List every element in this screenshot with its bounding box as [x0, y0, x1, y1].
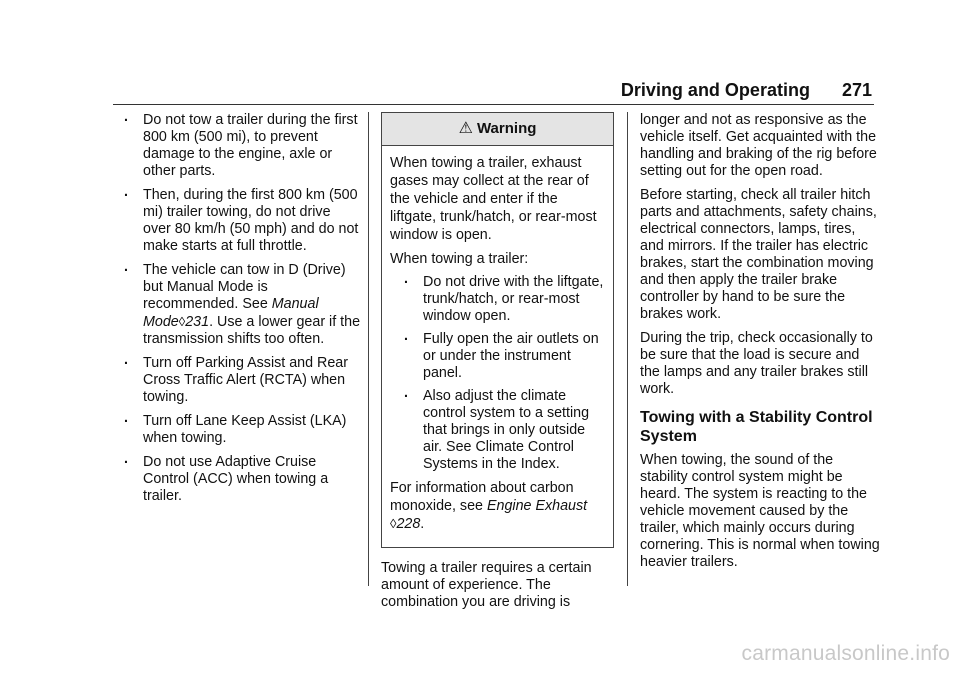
warning-box — [381, 112, 614, 548]
section-subheading: Towing with a Stability Control System — [640, 409, 873, 445]
body-paragraph: Towing a trailer requires a certain amount of experience. The combination you are driving is — [381, 560, 592, 610]
page-number: 271 — [841, 80, 872, 100]
list-item-text: . Use a lower gear if the transmission shifts too often. — [143, 314, 361, 347]
page-ref-number[interactable]: 231 — [185, 314, 210, 330]
list-item: . Do not drive with the liftgate, trunk/hatch, or rear-most window open. — [390, 274, 605, 325]
list-item: . Then, during the first 800 km (500 mi) trailer towing, do not drive over 80 km/h (50 mph) and do not make starts at full throttle. — [122, 187, 362, 255]
warning-header — [382, 113, 613, 146]
engine-exhaust-link[interactable]: Engine Exhaust — [486, 498, 588, 514]
section-title: Driving and Operating — [620, 80, 810, 100]
warning-list — [390, 274, 605, 473]
list-item: . Turn off Parking Assist and Rear Cross Traffic Alert (RCTA) when towing. — [122, 355, 362, 406]
list-item: . Also adjust the climate control system to a setting that brings in only outside air. See Climate Control Systems in the Index. — [390, 388, 605, 473]
warning-body — [382, 146, 613, 547]
warning-title: Warning — [476, 120, 537, 137]
manual-mode-link[interactable]: Manual Mode — [143, 296, 319, 330]
body-paragraph: When towing, the sound of the stability control system might be heard. The system is reacting to the vehicle movement caused by the trailer, which mainly occurs during cornering. This is normal when towing heavier trailers. — [640, 452, 880, 570]
warning-icon: ⚠ — [458, 120, 473, 137]
column-divider — [368, 112, 369, 586]
list-item: . Do not tow a trailer during the first 800 km (500 mi), to prevent damage to the engine, axle or other parts. — [122, 112, 362, 180]
warning-text: For information about carbon monoxide, see — [390, 480, 574, 514]
list-item: . Do not use Adaptive Cruise Control (ACC) when towing a trailer. — [122, 454, 362, 505]
tow-tips-list — [122, 112, 362, 505]
warning-text: . — [420, 516, 425, 532]
page-ref-number[interactable]: 228 — [396, 516, 421, 532]
column-3 — [640, 112, 880, 578]
body-paragraph: Before starting, check all trailer hitch parts and attachments, safety chains, electrical connectors, lamps, tires, and mirrors. If the trailer has electric brakes, start the combination moving and then apply the trailer brake controller by hand to be sure the brakes work. — [640, 187, 877, 322]
column-divider — [627, 112, 628, 586]
body-paragraph: longer and not as responsive as the vehicle itself. Get acquainted with the handling and braking of the rig before setting out for the open road. — [640, 112, 877, 179]
list-item: . Fully open the air outlets on or under the instrument panel. — [390, 331, 605, 382]
column-1 — [122, 112, 362, 512]
warning-paragraph: When towing a trailer: — [390, 251, 529, 267]
list-item: . Turn off Lane Keep Assist (LKA) when towing. — [122, 413, 362, 447]
header-rule — [113, 104, 874, 105]
watermark: carmanualsonline.info — [741, 642, 950, 665]
page-ref-icon: ◊ — [178, 314, 186, 329]
warning-paragraph: When towing a trailer, exhaust gases may collect at the rear of the vehicle and enter if the liftgate, trunk/hatch, or rear-most window is open. — [390, 155, 597, 243]
page-header — [621, 80, 872, 101]
page-ref-icon: ◊ — [390, 516, 397, 531]
list-item-text: The vehicle can tow in D (Drive) but Manual Mode is recommended. See — [143, 262, 346, 312]
column-2 — [381, 112, 614, 618]
body-paragraph: During the trip, check occasionally to be sure that the load is secure and the lamps and any trailer brakes still work. — [640, 330, 873, 397]
list-item — [122, 262, 362, 348]
warning-paragraph — [390, 479, 605, 533]
